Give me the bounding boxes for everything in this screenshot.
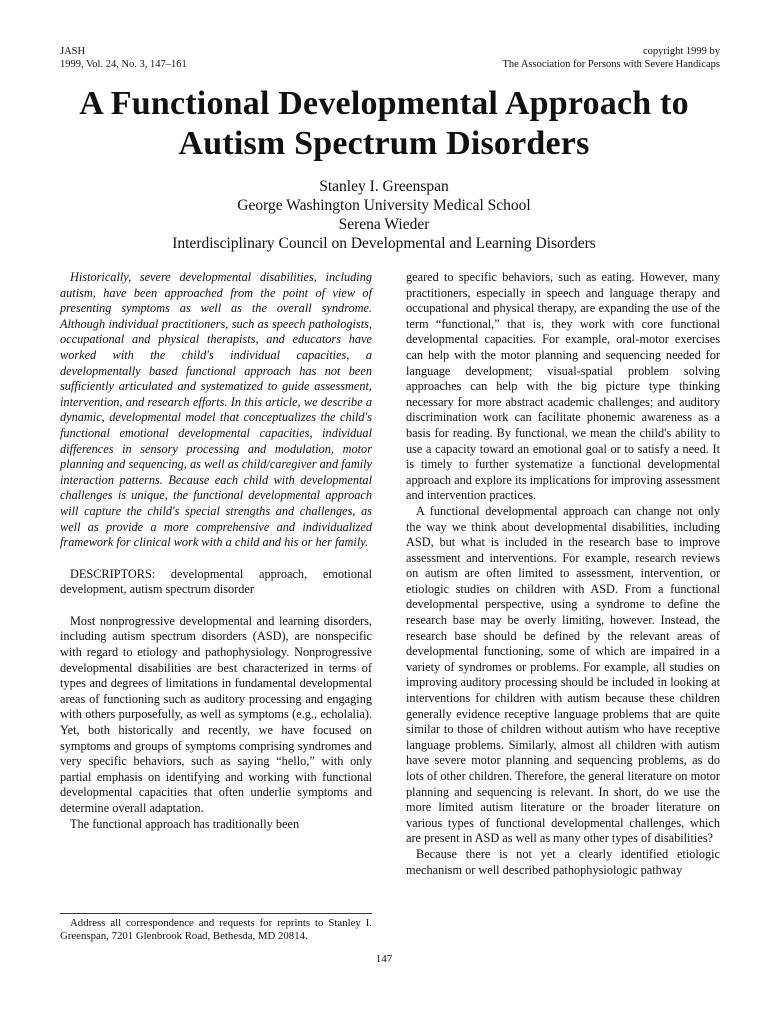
right-column (406, 270, 720, 878)
journal-name: JASH (60, 46, 86, 57)
journal-header (60, 45, 187, 71)
author-name-1: Stanley I. Greenspan (319, 178, 449, 195)
abstract: Historically, severe developmental disabilities, including autism, have been approached from the point of view of presenting symptoms as well as the overall syndrome. Although individual practitioners, such as speech pathologists, occupational and physical therapists, and educators have worked with the child's individual capacities, a developmentally based functional approach has not been sufficiently articulated and systematized to guide assessment, intervention, and research efforts. In this article, we describe a dynamic, developmental model that conceptualizes the child's functional emotional developmental capacities, individual differences in sensory processing and modulation, motor planning and sequencing, as well as child/caregiver and family interaction patterns. Because each child with developmental challenges is unique, the functional developmental approach will capture the child's special strengths and challenges, as well as provide a more comprehensive and individualized framework for clinical work with a child and his or her family. (60, 270, 372, 550)
body-paragraph: Most nonprogressive developmental and learning disorders, including autism spectrum disorders (ASD), are nonspecific with regard to etiology and pathophysiology. Nonprogressive developmental disabilities are best characterized in terms of types and degrees of limitations in fundamental developmental areas of functioning such as auditory processing and engaging with others purposefully, as well as symptoms (e.g., echolalia). Yet, both historically and recently, we have focused on symptoms and groups of symptoms comprising syndromes and very specific behaviors, such as saying “hello,” with only partial emphasis on identifying and working with functional developmental capacities that often underlie symptoms and determine overall adaptation. (60, 613, 372, 815)
body-paragraph: A functional developmental approach can change not only the way we think about developmental disabilities, including ASD, but what is included in the research base to improve assessment and interventions. For example, research reviews on autism are often limited to assessment, intervention, or etiologic studies on children with ASD. From a functional developmental perspective, using a syndrome to define the research base may be overly limiting, however. Instead, the research base should be defined by the relevant areas of developmental functioning, some of which are impaired in a variety of syndromes or problems. For example, all studies on improving auditory processing should be included in looking at interventions for children with autism because these children generally evidence receptive language problems that are quite similar to those of children without autism who have receptive language problems. Similarly, almost all children with autism have severe motor planning and sequencing problems, as do lots of other children. Therefore, the general literature on motor planning and sequencing is relevant. In short, do we use the more limited autism literature or the broader literature on various types of functional developmental challenges, which are present in ASD as well as many other types of disabilities? (406, 503, 720, 846)
journal-citation: 1999, Vol. 24, No. 3, 147–161 (60, 59, 187, 70)
body-paragraph: geared to specific behaviors, such as eating. However, many practitioners, especially in speech and language therapy and occupational and physical therapy, are expanding the use of the term “functional,” that is, they work with core functional developmental capacities. For example, oral-motor exercises can help with the motor planning and sequencing needed for language development; visual-spatial problem solving approaches can help with the big picture type thinking necessary for more abstract academic challenges; and auditory discrimination work can facilitate phonemic awareness as a basis for reading. By functional, we mean the child's ability to use a capacity toward an emotional goal or to satisfy a need. It is timely to further systematize a functional developmental approach and explore its implications for improving assessment and intervention practices. (406, 270, 720, 503)
copyright-line: copyright 1999 by (643, 46, 720, 57)
author-block (20, 177, 748, 253)
page-number: 147 (375, 953, 393, 965)
footnote-divider (60, 913, 372, 914)
descriptors: DESCRIPTORS: developmental approach, emotional development, autism spectrum disorder (60, 566, 372, 597)
title-line-1: A Functional Developmental Approach to (79, 85, 689, 122)
author-name-2: Serena Wieder (338, 216, 430, 233)
footnote (60, 905, 372, 944)
correspondence-note: Address all correspondence and requests for reprints to Stanley I. Greenspan, 7201 Glenbrook Road, Bethesda, MD 20814. (60, 917, 372, 943)
body-paragraph: The functional approach has traditionally been (70, 816, 300, 831)
publisher-line: The Association for Persons with Severe Handicaps (502, 59, 720, 70)
title-line-2: Autism Spectrum Disorders (178, 125, 590, 162)
author-affiliation-1: George Washington University Medical School (237, 197, 531, 214)
copyright-header (502, 45, 720, 71)
left-column (60, 270, 372, 832)
author-affiliation-2: Interdisciplinary Council on Developmental and Learning Disorders (172, 235, 596, 252)
article-title (40, 84, 728, 164)
body-paragraph: Because there is not yet a clearly identified etiologic mechanism or well described pathophysiologic pathway (406, 846, 720, 877)
